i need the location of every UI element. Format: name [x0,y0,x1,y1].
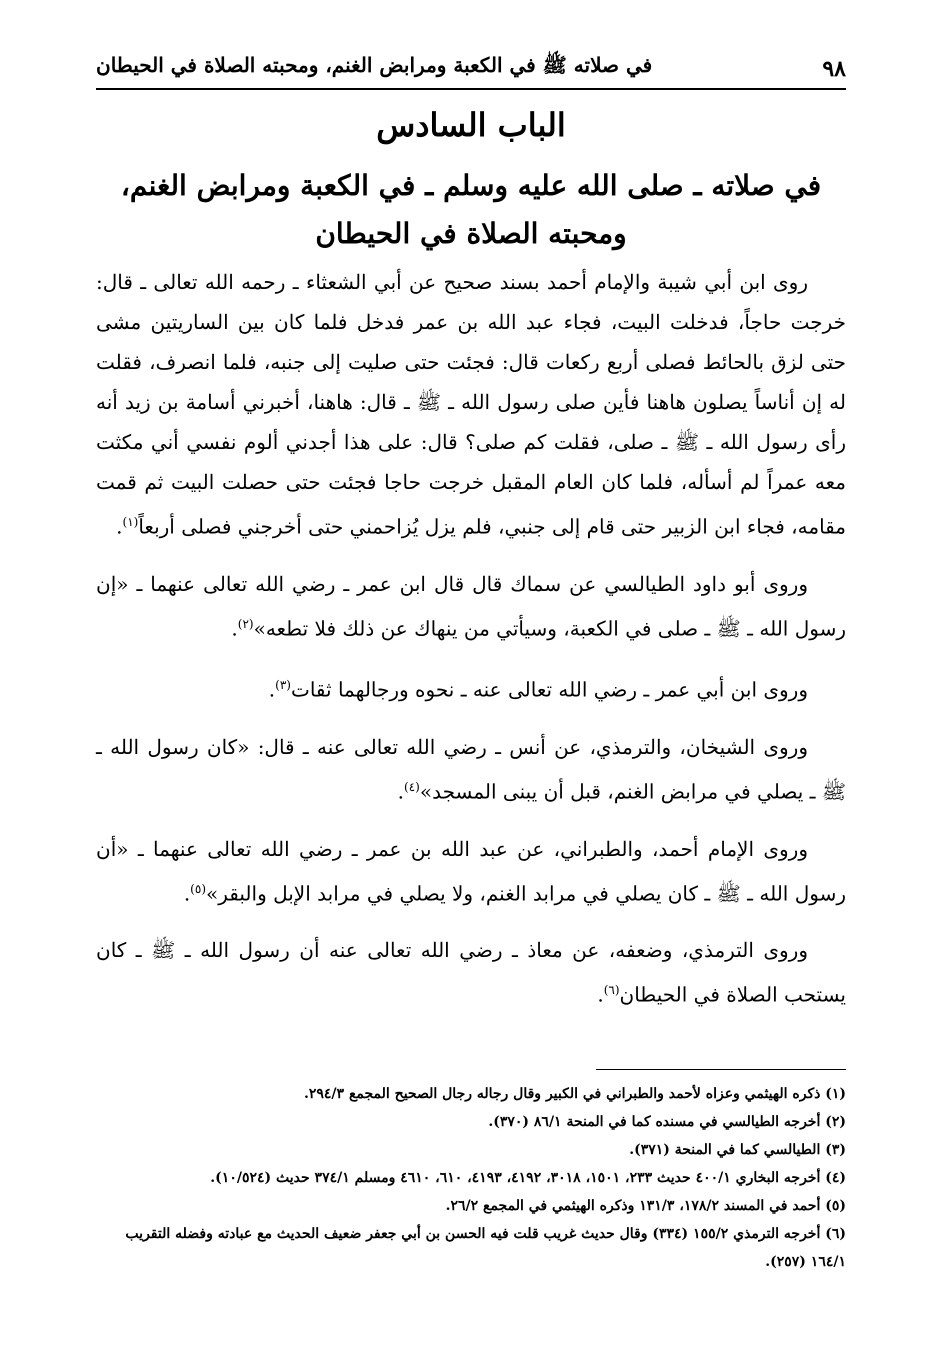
footnotes [96,1080,846,1276]
footnote: (٢) أخرجه الطيالسي في مسنده كما في المنحة ٨٦/١ (٣٧٠). [488,1114,846,1130]
paragraph: وروى الإمام أحمد، والطبراني، عن عبد الله بن عمر ـ رضي الله تعالى عنهما ـ «أن رسول الله ـ ﷺ ـ كان يصلي في مرابد الغنم، ولا يصلي في مرابد الإبل والبقر»$^{(٥)}$. [96,836,846,906]
paragraph: وروى ابن أبي عمر ـ رضي الله تعالى عنه ـ نحوه ورجالهما ثقات$^{(٣)}$. [268,677,808,702]
footnote-ref: (٥) [190,881,206,896]
footnote-ref: (٣) [275,678,291,693]
body-text [96,262,846,1032]
page-header [96,44,846,90]
chapter-subtitle [96,162,846,258]
chapter-title: الباب السادس [376,106,566,144]
footnote-ref: (٤) [404,779,420,794]
subtitle-line-1: في صلاته ـ صلى الله عليه وسلم ـ في الكعبة ومرابض الغنم، [120,169,822,202]
page-number: ٩٨ [822,56,846,82]
footnote-ref: (٢) [237,616,254,631]
footnote: (٦) أخرجه الترمذي ١٥٥/٢ (٣٣٤) وقال حديث غريب قلت فيه الحسن بن أبي جعفر ضعيف الحديث مع عبادته وفضله التقريب ١٦٤/١ (٢٥٧). [125,1226,846,1270]
footnote-ref: (١) [122,515,139,529]
paragraph: وروى الترمذي، وضعفه، عن معاذ ـ رضي الله تعالى عنه أن رسول الله ـ ﷺ ـ كان يستحب الصلاة في الحيطان$^{(٦)}$. [96,938,846,1007]
footnote: (٣) الطيالسي كما في المنحة (٣٧١). [629,1142,846,1158]
subtitle-line-2: ومحبته الصلاة في الحيطان [315,217,627,250]
footnote: (١) ذكره الهيثمي وعزاه لأحمد والطبراني في الكبير وقال رجاله رجال الصحيح المجمع ٢٩٤/٣. [304,1086,846,1102]
footnote: (٥) أحمد في المسند ١٧٨/٢، ١٣١/٣ وذكره الهيثمي في المجمع ٢٦/٢. [445,1198,846,1214]
footnote: (٤) أخرجه البخاري ٤٠٠/١ حديث ٢٣٣، ١٥٠١، ٣٠١٨، ٤١٩٢، ٤١٩٣، ٦١٠، ٤٦١٠ ومسلم ٣٧٤/١ حديث (١٠/٥٢٤). [210,1170,846,1186]
paragraph: وروى الشيخان، والترمذي، عن أنس ـ رضي الله تعالى عنه ـ قال: «كان رسول الله ـ ﷺ ـ يصلي في مرابض الغنم، قبل أن يبنى المسجد»$^{(٤)}$. [96,734,846,804]
paragraph: وروى أبو داود الطيالسي عن سماك قال قال ابن عمر ـ رضي الله تعالى عنهما ـ «إن رسول الله ـ ﷺ ـ صلى في الكعبة، وسيأتي من ينهاك عن ذلك فلا تطعه»$^{(٢)}$. [96,571,846,641]
paragraph: روى ابن أبي شيبة والإمام أحمد بسند صحيح عن أبي الشعثاء ـ رحمه الله تعالى ـ قال: خرجت حاجاً، فدخلت البيت، فجاء عبد الله بن عمر فدخل فلما كان بين الساريتين مشى حتى لزق بالحائط فصلى أربع ركعات قال: فجئت حتى صليت إلى جنبه، فلما انصرف، فقلت له إن أناساً يصلون هاهنا فأين صلى رسول الله ـ ﷺ ـ قال: هاهنا، أخبرني أسامة بن زيد أنه رأى رسول الله ـ ﷺ ـ صلى، فقلت كم صلى؟ قال: على هذا أجدني ألوم نفسي أني مكثت معه عمراً لم أسأله، فلما كان العام المقبل خرجت حاجا فجئت حتى حصلت البيت ثم قمت مقامه، فجاء ابن الزبير حتى قام إلى جنبي، فلم يزل يُزاحمني حتى أخرجني فصلى أربعاً$^{(١)}$. [96,270,846,539]
footnote-separator [596,1069,846,1070]
footnote-ref: (٦) [603,983,620,998]
running-title: في صلاته ﷺ في الكعبة ومرابض الغنم، ومحبته الصلاة في الحيطان [96,53,653,77]
